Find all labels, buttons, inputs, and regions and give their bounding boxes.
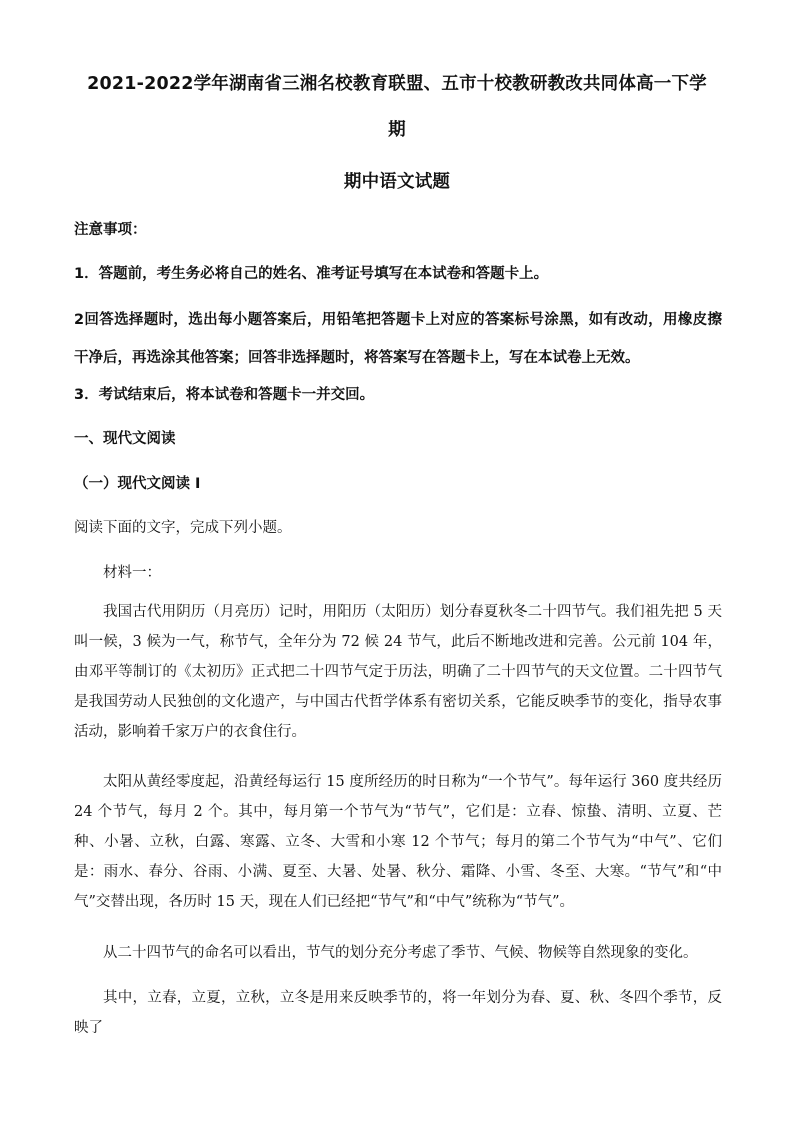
notice-heading: 注意事项： (74, 222, 147, 238)
document-title-line2: 期 (388, 120, 406, 140)
notice-item-2: 2回答选择题时，选出每小题答案后，用铅笔把答题卡上对应的答案标号涂黑，如有改动，用橡皮擦干净后，再选涂其他答案；回答非选择题时，将答案写在答题卡上，写在本试卷上无效。 (74, 312, 722, 366)
reading-instruction: 阅读下面的文字，完成下列小题。 (74, 520, 292, 536)
paragraph-3: 从二十四节气的命名可以看出，节气的划分充分考虑了季节、气候、物候等自然现象的变化。 (103, 945, 698, 961)
paragraph-1: 我国古代用阴历（月亮历）记时，用阳历（太阳历）划分春夏秋冬二十四节气。我们祖先把 5 天叫一候，3 候为一气，称节气，全年分为 72 候 24 节气，此后不断地改进和完善。公元前 104 年，由邓平等制订的《太初历》正式把二十四节气定于历法，明确了二十四节气的天文位置。二十四节气是我国劳动人民独创的文化遗产，与中国古代哲学体系有密切关系，它能反映季节的变化，指导农事活动，影响着千家万户的衣食住行。 (74, 604, 722, 740)
notice-item-1: 1．答题前，考生务必将自己的姓名、准考证号填写在本试卷和答题卡上。 (74, 266, 549, 282)
material-label: 材料一： (103, 565, 161, 581)
paragraph-4: 其中，立春，立夏，立秋，立冬是用来反映季节的，将一年划分为春、夏、秋、冬四个季节，反映了 (74, 990, 722, 1036)
paragraph-2: 太阳从黄经零度起，沿黄经每运行 15 度所经历的时日称为“一个节气”。每年运行 360 度共经历 24 个节气，每月 2 个。其中，每月第一个节气为“节气”，它们是：立春、惊蛰、清明、立夏、芒种、小暑、立秋，白露、寒露、立冬、大雪和小寒 12 个节气；每月的第二个节气为“中气”、它们是：雨水、春分、谷雨、小满、夏至、大暑、处暑、秋分、霜降、小雪、冬至、大寒。“节气”和“中气”交替出现，各历时 15 天，现在人们已经把“节气”和“中气”统称为“节气”。 (74, 774, 722, 910)
document-subtitle: 期中语文试题 (343, 172, 451, 192)
document-title-line1: 2021-2022学年湖南省三湘名校教育联盟、五市十校教研教改共同体高一下学 (87, 74, 707, 94)
notice-item-3: 3．考试结束后，将本试卷和答题卡一并交回。 (74, 387, 375, 403)
section-subheading: （一）现代文阅读 I (74, 476, 201, 492)
section-heading: 一、现代文阅读 (74, 431, 176, 447)
